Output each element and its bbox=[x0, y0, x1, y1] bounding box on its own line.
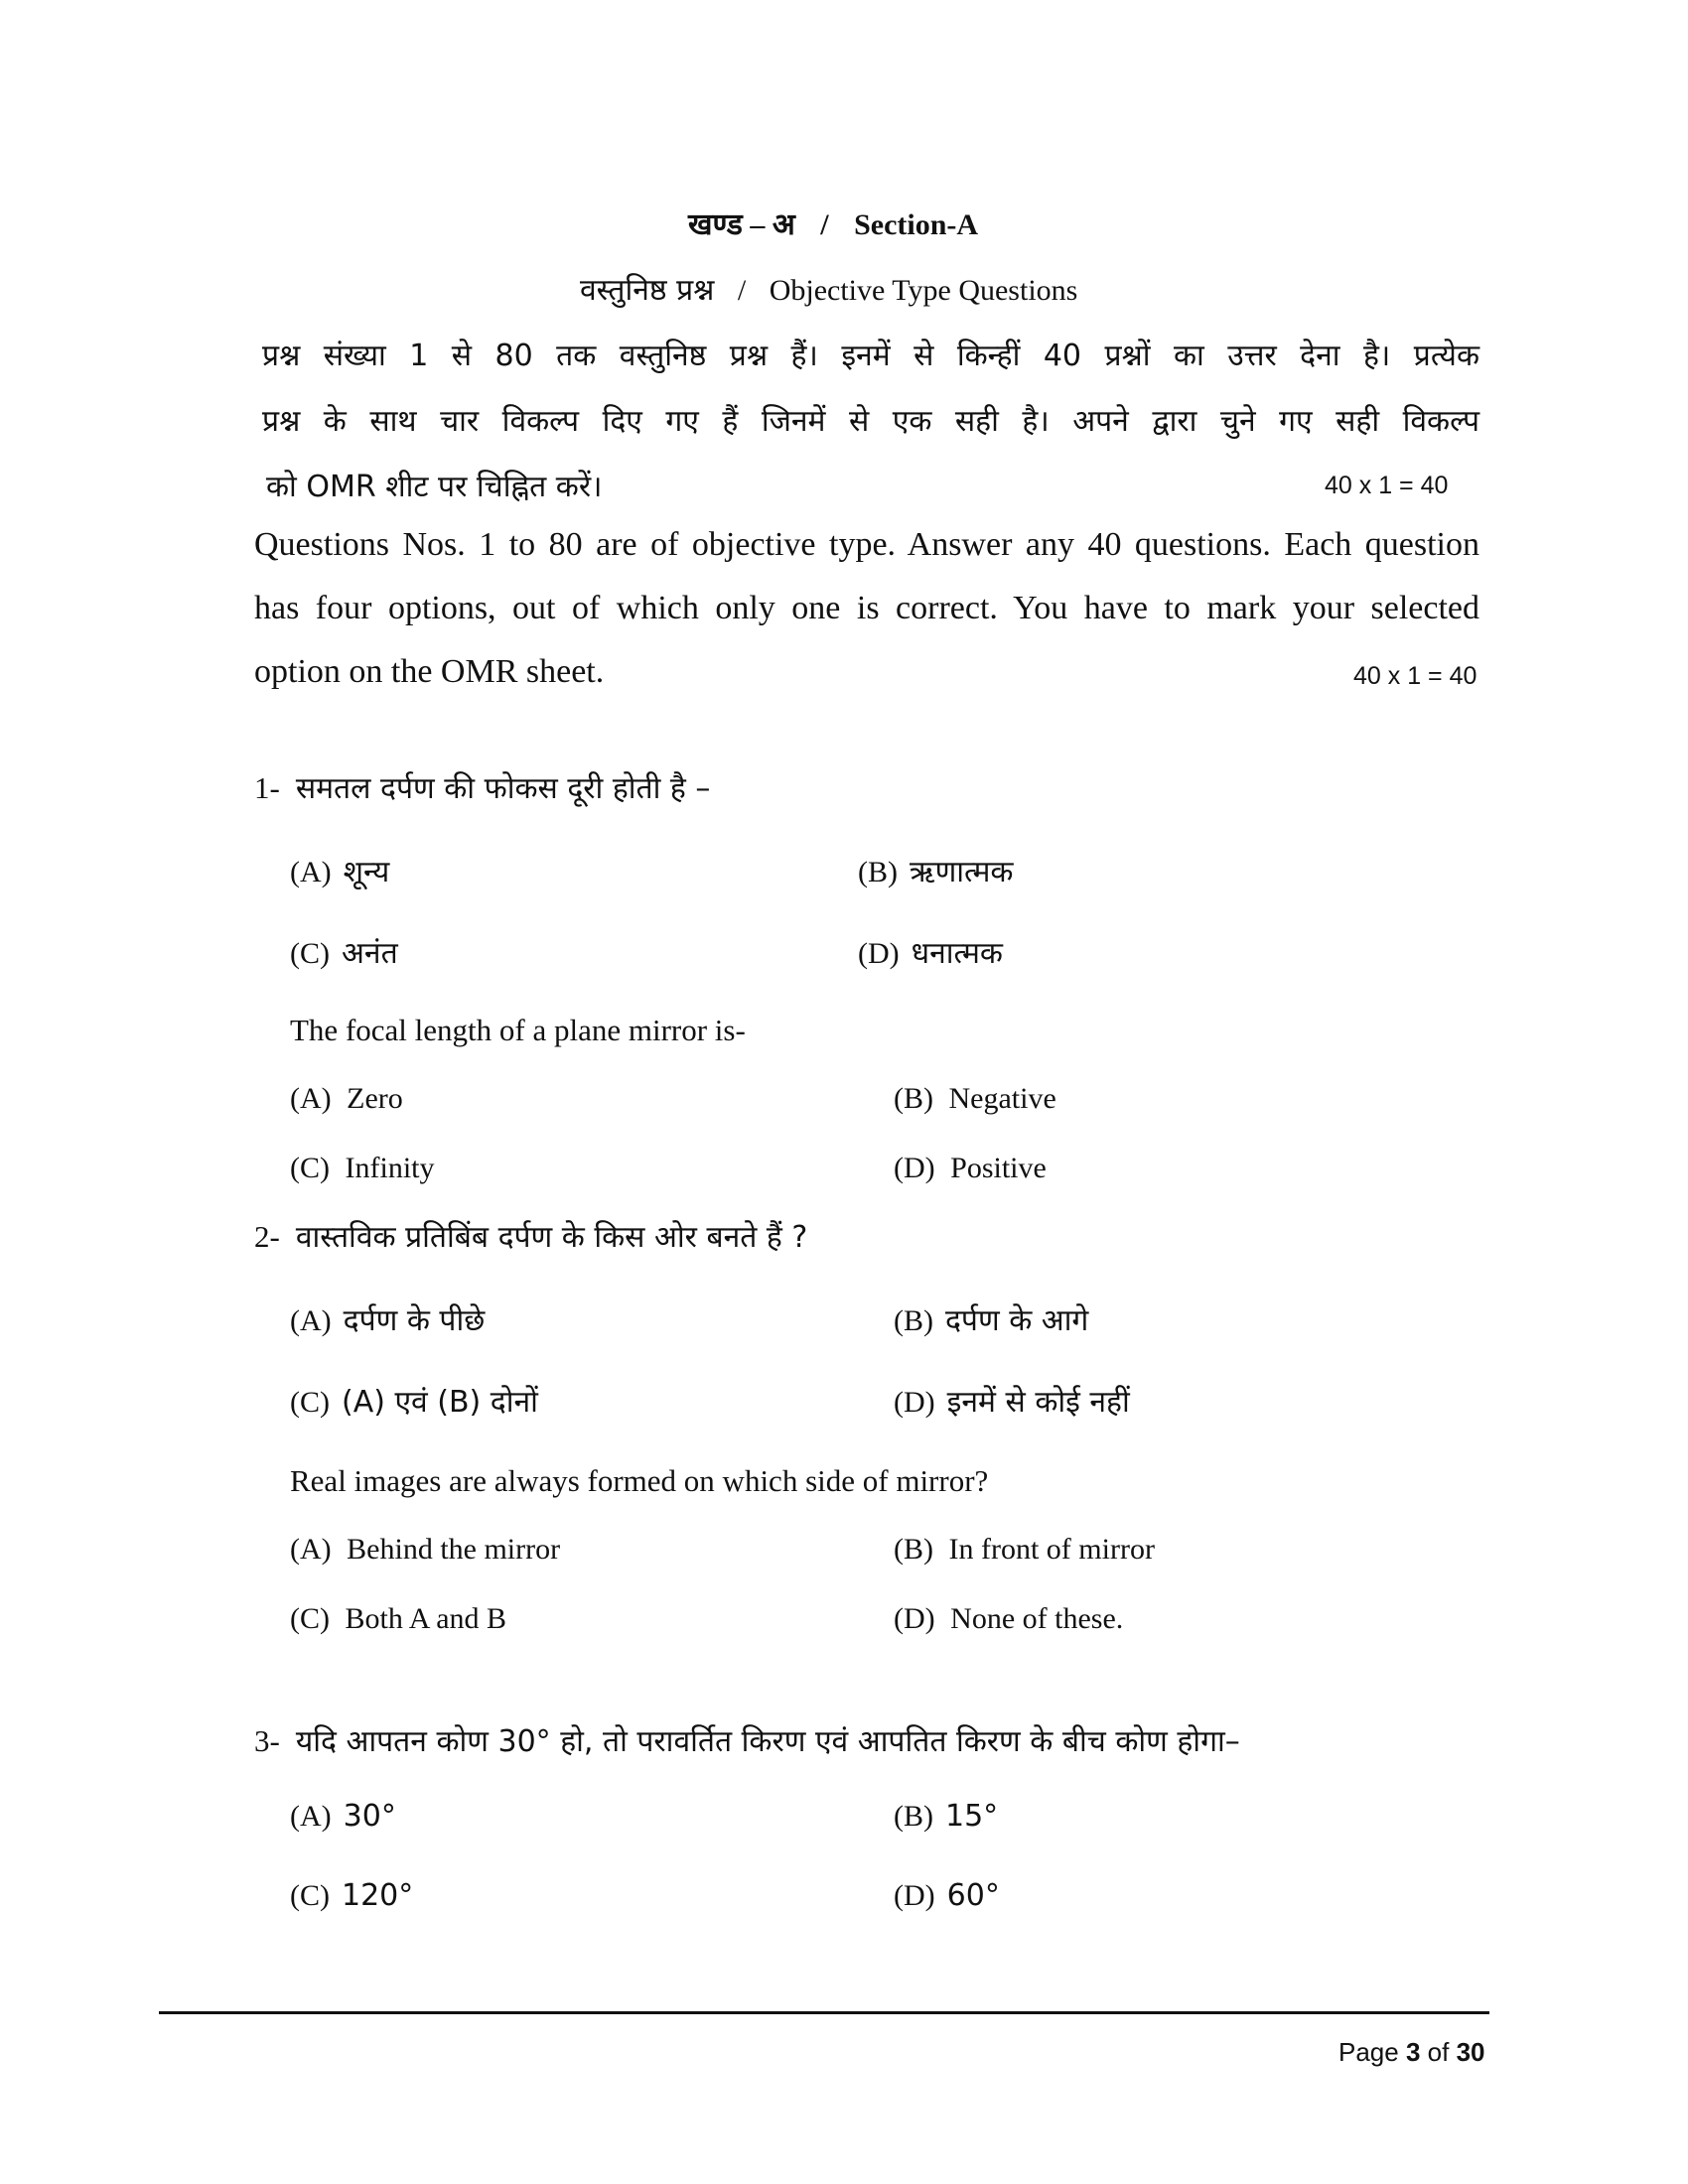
option-text: दर्पण के पीछे bbox=[343, 1303, 486, 1338]
q2-option-hi-b bbox=[894, 1298, 1088, 1339]
question-text-en: Real images are always formed on which side of mirror? bbox=[290, 1463, 989, 1498]
option-label: (A) bbox=[290, 856, 332, 888]
section-title-en: Section-A bbox=[854, 208, 979, 241]
instructions-en-line-1: Questions Nos. 1 to 80 are of objective type. Answer any 40 questions. Each question bbox=[254, 526, 1479, 563]
page-of: of bbox=[1427, 2037, 1450, 2067]
option-text: 30° bbox=[343, 1799, 396, 1834]
q3-option-c bbox=[290, 1878, 413, 1913]
q2-option-hi-c bbox=[290, 1380, 538, 1421]
option-text: धनात्मक bbox=[911, 936, 1003, 971]
option-label: (A) bbox=[290, 1800, 332, 1833]
q2-option-en-b bbox=[894, 1533, 1155, 1567]
q2-option-en-d bbox=[894, 1602, 1123, 1636]
option-text: शून्य bbox=[343, 855, 390, 889]
question-number: 3- bbox=[254, 1723, 280, 1758]
instructions-hi-line-3: को OMR शीट पर चिह्नित करें। bbox=[266, 470, 603, 504]
q2-option-hi-a bbox=[290, 1298, 485, 1339]
option-label: (C) bbox=[290, 937, 330, 970]
option-label: (B) bbox=[894, 1800, 933, 1833]
instructions-en-marks: 40 x 1 = 40 bbox=[1353, 662, 1477, 690]
option-text: 60° bbox=[946, 1878, 1000, 1913]
section-subtitle-slash: / bbox=[737, 274, 747, 307]
option-label: (B) bbox=[894, 1304, 933, 1337]
q1-option-hi-a bbox=[290, 850, 389, 890]
question-number: 1- bbox=[254, 770, 280, 805]
section-subtitle-en: Objective Type Questions bbox=[769, 274, 1078, 307]
page-current: 3 bbox=[1405, 2037, 1421, 2067]
option-text: Behind the mirror bbox=[347, 1533, 561, 1566]
question-text-en: The focal length of a plane mirror is- bbox=[290, 1013, 746, 1047]
option-text: दर्पण के आगे bbox=[945, 1303, 1089, 1338]
option-text: इनमें से कोई नहीं bbox=[946, 1385, 1130, 1420]
q2-option-en-a bbox=[290, 1533, 560, 1567]
option-label: (B) bbox=[894, 1082, 933, 1115]
instructions-en-line-2: has four options, out of which only one is correct. You have to mark your selected bbox=[254, 590, 1479, 626]
page-number bbox=[1338, 2037, 1485, 2068]
section-title-slash: / bbox=[820, 208, 829, 241]
option-label: (B) bbox=[894, 1533, 933, 1566]
option-label: (D) bbox=[894, 1152, 935, 1184]
instructions-en-line-3: option on the OMR sheet. bbox=[254, 653, 605, 690]
option-label: (B) bbox=[858, 856, 898, 888]
q1-option-en-d bbox=[894, 1152, 1047, 1185]
instructions-hi-line-2: प्रश्न के साथ चार विकल्प दिए गए हैं जिनमें से एक सही है। अपने द्वारा चुने गए सही विकल्प bbox=[262, 404, 1479, 439]
option-label: (C) bbox=[290, 1386, 330, 1419]
option-label: (C) bbox=[290, 1879, 330, 1912]
question-number: 2- bbox=[254, 1219, 280, 1254]
page-word: Page bbox=[1338, 2037, 1399, 2067]
section-subtitle bbox=[580, 268, 1077, 309]
option-text: अनंत bbox=[342, 936, 398, 971]
question-text-hi: यदि आपतन कोण 30° हो, तो परावर्तित किरण एवं आपतित किरण के बीच कोण होगा– bbox=[295, 1724, 1240, 1759]
question-3 bbox=[254, 1719, 1240, 1760]
q3-option-b bbox=[894, 1799, 998, 1834]
option-text: 120° bbox=[342, 1878, 414, 1913]
section-subtitle-hi: वस्तुनिष्ठ प्रश्न bbox=[580, 273, 715, 308]
q1-option-hi-c bbox=[290, 931, 398, 972]
option-text: (A) एवं (B) दोनों bbox=[342, 1385, 538, 1420]
footer-divider bbox=[159, 2011, 1489, 2014]
q2-option-en-c bbox=[290, 1602, 506, 1636]
option-text: None of these. bbox=[950, 1602, 1124, 1635]
instructions-hi-marks: 40 x 1 = 40 bbox=[1325, 472, 1449, 499]
option-label: (D) bbox=[858, 937, 900, 970]
option-text: Positive bbox=[950, 1152, 1047, 1184]
option-label: (D) bbox=[894, 1879, 935, 1912]
option-text: Both A and B bbox=[345, 1602, 507, 1635]
option-label: (A) bbox=[290, 1304, 332, 1337]
q1-option-en-b bbox=[894, 1082, 1056, 1116]
q1-option-hi-d bbox=[858, 931, 1003, 972]
page-total: 30 bbox=[1456, 2037, 1485, 2067]
option-label: (A) bbox=[290, 1533, 332, 1566]
question-1 bbox=[254, 766, 710, 807]
section-title bbox=[688, 203, 978, 243]
question-text-hi: समतल दर्पण की फोकस दूरी होती है – bbox=[295, 771, 711, 806]
q1-option-en-c bbox=[290, 1152, 435, 1185]
option-text: Zero bbox=[347, 1082, 403, 1115]
q1-option-en-a bbox=[290, 1082, 403, 1116]
option-text: ऋणात्मक bbox=[910, 855, 1014, 889]
option-label: (D) bbox=[894, 1386, 935, 1419]
question-2 bbox=[254, 1215, 807, 1256]
option-text: Negative bbox=[948, 1082, 1056, 1115]
section-title-hi: खण्ड – अ bbox=[688, 208, 795, 241]
q1-option-hi-b bbox=[858, 850, 1013, 890]
option-label: (C) bbox=[290, 1602, 330, 1635]
question-text-hi: वास्तविक प्रतिबिंब दर्पण के किस ओर बनते हैं ? bbox=[295, 1220, 808, 1255]
q3-option-d bbox=[894, 1878, 1000, 1913]
option-label: (C) bbox=[290, 1152, 330, 1184]
instructions-hi-line-1: प्रश्न संख्या 1 से 80 तक वस्तुनिष्ठ प्रश्न हैं। इनमें से किन्हीं 40 प्रश्नों का उत्तर देना है। प्रत्येक bbox=[262, 339, 1479, 373]
option-label: (D) bbox=[894, 1602, 935, 1635]
option-label: (A) bbox=[290, 1082, 332, 1115]
q2-option-hi-d bbox=[894, 1380, 1130, 1421]
option-text: Infinity bbox=[345, 1152, 435, 1184]
option-text: In front of mirror bbox=[948, 1533, 1155, 1566]
q3-option-a bbox=[290, 1799, 396, 1834]
option-text: 15° bbox=[945, 1799, 999, 1834]
